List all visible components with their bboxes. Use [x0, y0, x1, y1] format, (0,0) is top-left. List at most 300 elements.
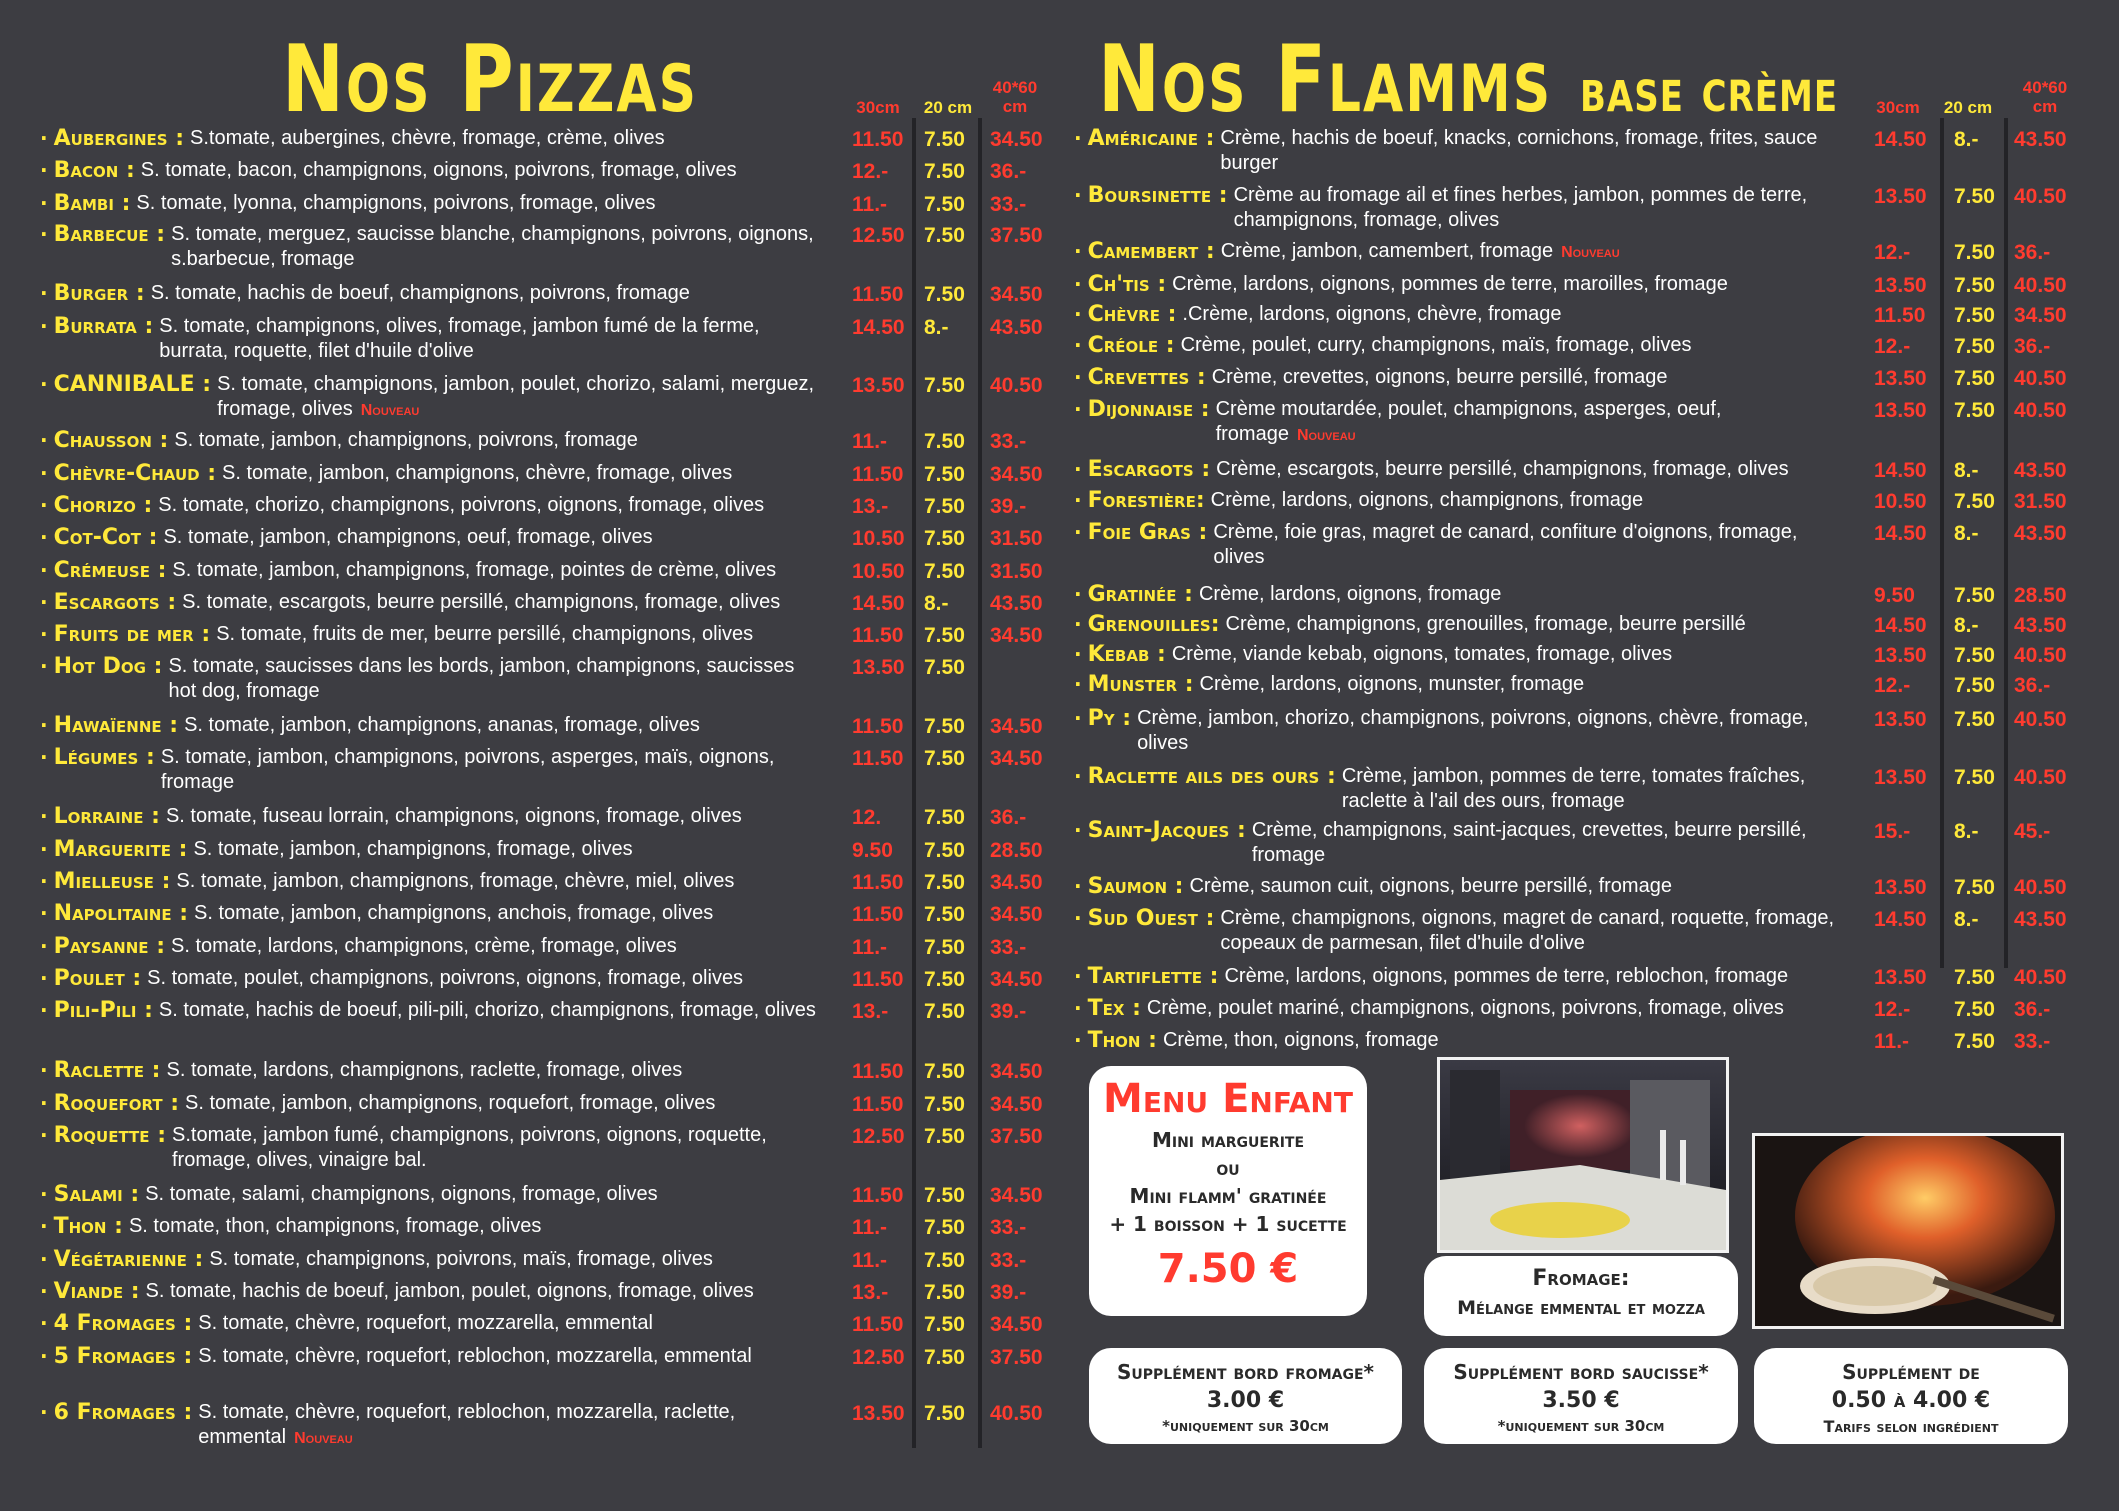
bullet: ·	[40, 428, 48, 452]
price-20: 7.50	[1954, 708, 1995, 731]
menu-item	[40, 222, 820, 272]
supplement-fromage-price: 3.00 €	[1206, 1388, 1285, 1413]
price-20: 8.-	[1954, 820, 1979, 843]
bullet: ·	[40, 461, 48, 485]
menu-item	[40, 558, 820, 583]
menu-item-description: S. tomate, bacon, champignons, oignons, poivrons, fromage, olives	[140, 159, 737, 181]
price-30: 11.50	[852, 747, 904, 770]
bullet: ·	[40, 745, 48, 769]
price-40: 34.50	[990, 128, 1043, 151]
menu-item-description: Crème, lardons, oignons, champignons, fromage	[1210, 489, 1644, 511]
price-30: 11.-	[852, 1249, 888, 1272]
menu-item-description-wrap	[1181, 333, 1692, 358]
price-30: 11.-	[852, 193, 888, 216]
menu-item-name: Salami :	[53, 1182, 140, 1207]
bullet: ·	[1074, 239, 1082, 263]
menu-item-description-wrap	[1147, 996, 1784, 1021]
menu-item-name: Créole :	[1087, 333, 1175, 358]
price-40: 36.-	[990, 160, 1027, 183]
menu-item-name: Bacon :	[53, 158, 135, 183]
bullet: ·	[40, 1279, 48, 1303]
price-30: 10.50	[852, 527, 905, 550]
price-40: 39.-	[990, 1000, 1027, 1023]
menu-item-description-wrap	[198, 1311, 653, 1336]
bullet: ·	[40, 1311, 48, 1335]
supplement-fromage-note: *uniquement sur 30cm	[1162, 1417, 1329, 1435]
menu-item	[40, 493, 820, 518]
price-40: 34.50	[990, 1060, 1043, 1083]
supplement-ingredient-note: Tarifs selon ingrédient	[1823, 1417, 1999, 1436]
price-20: 7.50	[924, 839, 965, 862]
menu-item	[40, 713, 820, 738]
price-40: 34.50	[990, 1313, 1043, 1336]
menu-item	[40, 745, 820, 795]
price-20: 7.50	[924, 430, 965, 453]
menu-item	[40, 1058, 820, 1083]
price-20: 7.50	[924, 224, 965, 247]
menu-item-description-wrap	[1199, 582, 1501, 607]
menu-item-name: Py :	[1087, 706, 1132, 731]
menu-item	[40, 191, 820, 216]
menu-item-name: Roquefort :	[53, 1091, 180, 1116]
menu-item	[1074, 302, 1844, 327]
menu-item	[1074, 333, 1844, 358]
menu-item-description: S. tomate, jambon, champignons, roquefort, fromage, olives	[185, 1092, 716, 1114]
price-30: 11.-	[852, 936, 888, 959]
menu-item-name: Raclette ails des ours :	[1087, 764, 1336, 789]
bullet: ·	[1074, 964, 1082, 988]
menu-item	[40, 1091, 820, 1116]
price-40: 43.50	[2014, 459, 2067, 482]
menu-item	[1074, 126, 1844, 176]
menu-item-description: S. tomate, jambon, champignons, poivrons, asperges, maïs, oignons, fromage	[160, 746, 775, 793]
price-40: 40.50	[2014, 876, 2067, 899]
menu-item	[40, 281, 820, 306]
bullet: ·	[40, 1214, 48, 1238]
price-30: 13.50	[1874, 876, 1927, 899]
menu-item-description: Crème, lardons, oignons, fromage	[1198, 583, 1502, 605]
menu-item-description-wrap	[163, 525, 652, 550]
menu-item-description-wrap	[194, 901, 713, 926]
menu-enfant-title: Menu Enfant	[1103, 1076, 1353, 1122]
menu-item-description: Crème, champignons, oignons, magret de canard, roquette, fromage, copeaux de parmesan, filet d'huile d'olive	[1220, 907, 1835, 954]
menu-item-description: S. tomate, jambon, champignons, poivrons, fromage	[174, 429, 638, 451]
price-40: 40.50	[990, 374, 1043, 397]
restaurant-image	[1440, 1060, 1726, 1250]
menu-item-description-wrap	[216, 622, 753, 647]
menu-item	[1074, 906, 1844, 956]
menu-item-description-wrap	[1226, 612, 1746, 637]
menu-item-description: S. tomate, jambon, champignons, fromage, chèvre, miel, olives	[176, 870, 735, 892]
menu-enfant-line2: ou	[1216, 1156, 1240, 1180]
price-40: 37.50	[990, 1125, 1043, 1148]
menu-item-description: S. tomate, escargots, beurre persillé, champignons, fromage, olives	[182, 591, 781, 613]
supplement-ingredient-box	[1754, 1348, 2068, 1444]
bullet: ·	[40, 1344, 48, 1368]
flamms-title-text: Nos Flamms	[1098, 26, 1553, 134]
bullet: ·	[1074, 272, 1082, 296]
price-30: 12.-	[1874, 998, 1911, 1021]
price-40: 34.50	[990, 715, 1043, 738]
menu-item-name: Chausson :	[53, 428, 169, 453]
price-20: 8.-	[1954, 522, 1979, 545]
price-30: 13.50	[1874, 274, 1927, 297]
price-20: 7.50	[924, 128, 965, 151]
menu-item	[40, 590, 820, 615]
menu-item-description: S. tomate, jambon, champignons, oeuf, fromage, olives	[163, 526, 653, 548]
price-20: 7.50	[1954, 644, 1995, 667]
price-30: 13.-	[852, 495, 889, 518]
menu-item-description: S. tomate, poulet, champignons, poivrons, oignons, fromage, olives	[147, 967, 744, 989]
price-20: 7.50	[924, 1184, 965, 1207]
price-20: 7.50	[924, 283, 965, 306]
pizzas-divider-1	[912, 118, 916, 1448]
price-20: 7.50	[1954, 998, 1995, 1021]
menu-item-description: Crème, thon, oignons, fromage	[1162, 1029, 1439, 1051]
price-40: 43.50	[990, 592, 1043, 615]
price-30: 10.50	[1874, 490, 1927, 513]
menu-item	[40, 998, 820, 1023]
price-30: 13.50	[1874, 766, 1927, 789]
price-20: 8.-	[1954, 459, 1979, 482]
bullet: ·	[1074, 764, 1082, 788]
price-30: 11.50	[852, 968, 904, 991]
menu-item-name: Paysanne :	[53, 934, 165, 959]
menu-item-name: Dijonnaise :	[1087, 397, 1210, 422]
flamms-divider-1	[1940, 118, 1944, 968]
bullet: ·	[40, 1182, 48, 1206]
menu-item-description: S. tomate, merguez, saucisse blanche, champignons, poivrons, oignons, s.barbecue, fromage	[171, 223, 814, 270]
menu-item	[40, 428, 820, 453]
menu-item-description: S. tomate, lardons, champignons, crème, fromage, olives	[171, 935, 677, 957]
bullet: ·	[1074, 333, 1082, 357]
menu-enfant-price: 7.50 €	[1157, 1246, 1299, 1292]
menu-item-name: Munster :	[1087, 672, 1194, 697]
price-30: 11.50	[852, 1093, 904, 1116]
supplement-saucisse-price: 3.50 €	[1542, 1388, 1620, 1413]
menu-item-name: Napolitaine :	[53, 901, 189, 926]
menu-item-name: Roquette :	[53, 1123, 166, 1148]
price-40: 40.50	[2014, 644, 2067, 667]
menu-item-description: S.tomate, aubergines, chèvre, fromage, crème, olives	[190, 127, 665, 149]
menu-item-description: Crème, lardons, oignons, munster, fromage	[1199, 673, 1585, 695]
bullet: ·	[40, 622, 48, 646]
menu-item-name: Boursinette :	[1087, 183, 1228, 208]
price-20: 7.50	[924, 160, 965, 183]
bullet: ·	[1074, 126, 1082, 150]
price-30: 12.-	[1874, 335, 1911, 358]
menu-item-name: Viande :	[53, 1279, 140, 1304]
price-40: 36.-	[2014, 998, 2051, 1021]
price-30: 12.-	[852, 160, 889, 183]
price-20: 7.50	[924, 806, 965, 829]
price-30: 11.-	[852, 1216, 888, 1239]
price-20: 7.50	[924, 1249, 965, 1272]
menu-item-description: Crème, viande kebab, oignons, tomates, fromage, olives	[1171, 643, 1673, 665]
menu-item-description: Crème, jambon, pommes de terre, tomates fraîches, raclette à l'ail des ours, fromage	[1341, 765, 1806, 812]
menu-item-description: Crème, lardons, oignons, pommes de terre, reblochon, fromage	[1224, 965, 1789, 987]
price-20: 7.50	[924, 374, 965, 397]
menu-item-name: 6 Fromages :	[53, 1400, 193, 1425]
price-20: 7.50	[924, 1216, 965, 1239]
fromage-title: Fromage:	[1532, 1266, 1630, 1291]
bullet: ·	[40, 1123, 48, 1147]
price-20: 7.50	[1954, 584, 1995, 607]
menu-item	[1074, 488, 1844, 513]
price-30: 15.-	[1874, 820, 1911, 843]
flamms-head-40: 40*60 cm	[2022, 78, 2068, 116]
menu-item-description: S. tomate, champignons, poivrons, maïs, fromage, olives	[209, 1248, 713, 1270]
price-20: 7.50	[1954, 185, 1995, 208]
menu-item-description-wrap	[185, 1091, 715, 1116]
price-20: 7.50	[924, 560, 965, 583]
price-20: 7.50	[924, 656, 965, 679]
menu-item-description-wrap	[129, 1214, 541, 1239]
menu-item-description: S. tomate, lardons, champignons, raclette, fromage, olives	[166, 1059, 683, 1081]
supplement-ingredient-price: 0.50 à 4.00 €	[1831, 1388, 1991, 1413]
menu-item-description-wrap	[1172, 272, 1728, 297]
menu-item-description-wrap	[217, 372, 820, 423]
menu-item-name: Poulet :	[53, 966, 142, 991]
bullet: ·	[40, 654, 48, 678]
price-20: 7.50	[924, 715, 965, 738]
menu-item-description-wrap	[184, 713, 700, 738]
menu-item	[40, 372, 820, 423]
price-40: 34.50	[990, 871, 1043, 894]
price-20: 7.50	[1954, 674, 1995, 697]
menu-item-name: Saint-Jacques :	[1087, 818, 1246, 843]
price-20: 7.50	[924, 193, 965, 216]
menu-item	[40, 934, 820, 959]
menu-item-name: Cot-Cot :	[53, 525, 158, 550]
menu-item-description-wrap	[166, 1058, 682, 1083]
price-40: 36.-	[990, 806, 1027, 829]
menu-item-description-wrap	[1220, 126, 1844, 176]
menu-item	[1074, 612, 1844, 637]
price-20: 7.50	[924, 1281, 965, 1304]
oven-image	[1755, 1136, 2061, 1326]
bullet: ·	[40, 158, 48, 182]
menu-item-description: .Crème, lardons, oignons, chèvre, fromage	[1182, 303, 1562, 325]
menu-enfant-line1: Mini marguerite	[1151, 1128, 1305, 1152]
flamms-title	[1098, 26, 1838, 134]
price-30: 11.50	[852, 715, 904, 738]
menu-item-description: Crème moutardée, poulet, champignons, asperges, oeuf, fromage	[1215, 398, 1722, 445]
menu-item-description: S. tomate, champignons, olives, fromage, jambon fumé de la ferme, burrata, roquette, filet d'huile d'olive	[159, 315, 760, 362]
price-20: 7.50	[1954, 766, 1995, 789]
menu-item	[40, 804, 820, 829]
price-20: 7.50	[924, 1125, 965, 1148]
price-30: 11.50	[852, 871, 904, 894]
price-40: 33.-	[990, 1216, 1027, 1239]
price-30: 14.50	[1874, 459, 1927, 482]
price-20: 8.-	[924, 592, 949, 615]
pizzas-divider-2	[978, 118, 982, 1448]
restaurant-photo	[1437, 1057, 1729, 1253]
menu-item-description-wrap	[159, 998, 816, 1023]
bullet: ·	[1074, 996, 1082, 1020]
price-30: 13.50	[1874, 367, 1927, 390]
menu-item-description-wrap	[172, 1123, 820, 1173]
menu-item-description: S. tomate, chèvre, roquefort, reblochon, mozzarella, emmental	[198, 1345, 752, 1367]
menu-item-description-wrap	[147, 966, 743, 991]
price-40: 34.50	[990, 463, 1043, 486]
price-20: 7.50	[1954, 1030, 1995, 1053]
price-20: 7.50	[1954, 335, 1995, 358]
price-30: 14.50	[1874, 614, 1927, 637]
supplement-fromage-title: Supplément bord fromage*	[1117, 1360, 1374, 1384]
price-30: 12.50	[852, 224, 905, 247]
menu-item-description-wrap	[1252, 818, 1844, 868]
price-30: 12.50	[852, 1125, 905, 1148]
bullet: ·	[1074, 906, 1082, 930]
bullet: ·	[40, 1091, 48, 1115]
menu-item-description-wrap	[1221, 239, 1620, 265]
menu-item	[1074, 764, 1844, 814]
menu-item-description-wrap	[1189, 874, 1671, 899]
price-20: 7.50	[924, 747, 965, 770]
menu-item-name: CANNIBALE :	[53, 372, 212, 397]
price-30: 11.50	[852, 903, 904, 926]
price-30: 13.50	[852, 1402, 905, 1425]
menu-item	[1074, 272, 1844, 297]
oven-photo	[1752, 1133, 2064, 1329]
price-40: 34.50	[990, 968, 1043, 991]
menu-item-description-wrap	[161, 745, 820, 795]
menu-item	[40, 869, 820, 894]
price-30: 11.50	[852, 624, 904, 647]
price-20: 7.50	[1954, 304, 1995, 327]
bullet: ·	[1074, 642, 1082, 666]
menu-item-description-wrap	[1182, 302, 1561, 327]
menu-item-name: Camembert :	[1087, 239, 1215, 264]
price-20: 8.-	[924, 316, 949, 339]
bullet: ·	[1074, 520, 1082, 544]
menu-item-description-wrap	[1200, 672, 1585, 697]
menu-item-name: Tartiflette :	[1087, 964, 1219, 989]
price-20: 7.50	[1954, 399, 1995, 422]
price-40: 40.50	[2014, 274, 2067, 297]
price-30: 14.50	[1874, 128, 1927, 151]
menu-item-name: Mielleuse :	[53, 869, 171, 894]
menu-item-name: Saumon :	[1087, 874, 1184, 899]
menu-item	[40, 1279, 820, 1304]
bullet: ·	[40, 804, 48, 828]
price-40: 34.50	[990, 1093, 1043, 1116]
price-30: 12.-	[1874, 241, 1911, 264]
menu-item-name: Forestière:	[1087, 488, 1205, 513]
price-30: 13.-	[852, 1000, 889, 1023]
menu-item	[1074, 365, 1844, 390]
bullet: ·	[40, 1058, 48, 1082]
pizzas-head-30: 30cm	[856, 98, 900, 117]
menu-item-description-wrap	[1220, 906, 1844, 956]
bullet: ·	[40, 1247, 48, 1271]
price-40: 34.50	[2014, 304, 2067, 327]
menu-item	[40, 966, 820, 991]
menu-item-description: Crème, jambon, camembert, fromage	[1220, 240, 1554, 262]
bullet: ·	[1074, 1028, 1082, 1052]
price-30: 12.-	[1874, 674, 1911, 697]
price-30: 13.50	[1874, 185, 1927, 208]
menu-item-description-wrap	[1137, 706, 1844, 756]
menu-item-description-wrap	[141, 158, 737, 183]
price-20: 7.50	[924, 1000, 965, 1023]
bullet: ·	[40, 590, 48, 614]
price-40: 33.-	[2014, 1030, 2051, 1053]
menu-item-name: 5 Fromages :	[53, 1344, 193, 1369]
menu-item	[40, 158, 820, 183]
price-30: 14.50	[852, 316, 905, 339]
menu-item-description: S. tomate, fuseau lorrain, champignons, oignons, fromage, olives	[165, 805, 742, 827]
price-20: 7.50	[924, 968, 965, 991]
menu-item-description-wrap	[1212, 365, 1668, 390]
menu-item-description-wrap	[1342, 764, 1844, 814]
price-40: 43.50	[2014, 522, 2067, 545]
bullet: ·	[1074, 488, 1082, 512]
menu-item	[1074, 642, 1844, 667]
price-20: 7.50	[1954, 274, 1995, 297]
menu-item-name: Chorizo :	[53, 493, 153, 518]
menu-item-description: Crème, jambon, chorizo, champignons, poivrons, oignons, chèvre, fromage, olives	[1137, 707, 1809, 754]
menu-item-description: Crème, foie gras, magret de canard, confiture d'oignons, fromage, olives	[1213, 521, 1798, 568]
menu-item-description: S. tomate, chèvre, roquefort, mozzarella, emmental	[198, 1312, 653, 1334]
menu-item-description-wrap	[176, 869, 734, 894]
price-20: 7.50	[924, 527, 965, 550]
bullet: ·	[1074, 397, 1082, 421]
flamms-head-30: 30cm	[1876, 98, 1920, 117]
menu-item-name: Barbecue :	[53, 222, 166, 247]
price-40: 40.50	[2014, 766, 2067, 789]
menu-item-description-wrap	[1224, 964, 1788, 989]
menu-item	[40, 525, 820, 550]
price-40: 34.50	[990, 747, 1043, 770]
price-20: 7.50	[924, 903, 965, 926]
price-30: 11.50	[852, 1313, 904, 1336]
menu-item-name: Américaine :	[1087, 126, 1215, 151]
bullet: ·	[40, 713, 48, 737]
menu-item-name: Pili-Pili :	[53, 998, 153, 1023]
menu-item-name: Hawaïenne :	[53, 713, 179, 738]
menu-item	[40, 1247, 820, 1272]
price-40: 31.50	[990, 560, 1043, 583]
bullet: ·	[40, 966, 48, 990]
menu-item-description-wrap	[222, 461, 732, 486]
price-30: 13.50	[852, 656, 905, 679]
menu-item-description-wrap	[171, 934, 677, 959]
bullet: ·	[40, 998, 48, 1022]
menu-item	[1074, 183, 1844, 233]
price-20: 7.50	[924, 1060, 965, 1083]
price-30: 11.50	[852, 1184, 904, 1207]
menu-item-description-wrap	[172, 558, 776, 583]
price-40: 37.50	[990, 224, 1043, 247]
menu-item-description: Crème, escargots, beurre persillé, champignons, fromage, olives	[1216, 458, 1789, 480]
price-40: 40.50	[2014, 367, 2067, 390]
menu-item	[40, 1400, 820, 1451]
menu-item	[1074, 239, 1844, 265]
menu-item-description-wrap	[146, 1279, 754, 1304]
price-30: 11.50	[852, 463, 904, 486]
price-20: 8.-	[1954, 908, 1979, 931]
bullet: ·	[40, 558, 48, 582]
price-20: 7.50	[1954, 367, 1995, 390]
menu-item-name: Fruits de mer :	[53, 622, 211, 647]
menu-item-description: S. tomate, fruits de mer, beurre persillé, champignons, olives	[216, 623, 754, 645]
menu-item-name: 4 Fromages :	[53, 1311, 193, 1336]
nouveau-badge: Nouveau	[294, 1430, 353, 1447]
menu-item-description-wrap	[1213, 520, 1844, 570]
